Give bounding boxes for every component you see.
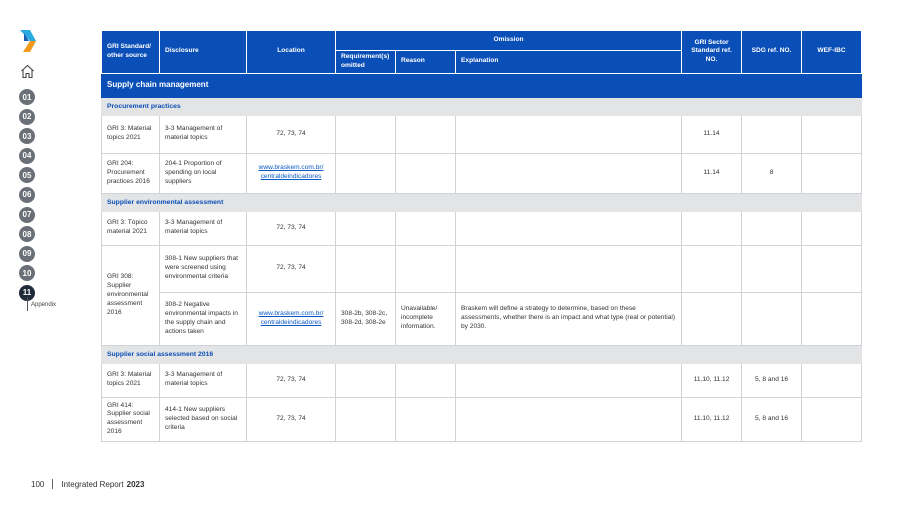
report-year: 2023	[126, 479, 145, 489]
location-cell: 72, 73, 74	[247, 115, 336, 153]
table-row	[102, 292, 862, 345]
table-row	[102, 397, 862, 441]
chapter-01-button[interactable]: 01	[19, 89, 35, 105]
chapter-07-button[interactable]: 07	[19, 207, 35, 223]
header-gri-sector: GRI Sector Standard ref. NO.	[682, 31, 742, 74]
gri-content-index-table	[101, 30, 862, 442]
chapter-05-button[interactable]: 05	[19, 167, 35, 183]
sector-cell: 11.10, 11.12	[682, 363, 742, 397]
header-reason: Reason	[396, 51, 456, 74]
chapter-09-button[interactable]: 09	[19, 246, 35, 262]
header-omission: Omission	[336, 31, 682, 51]
chapter-10-button[interactable]: 10	[19, 265, 35, 281]
header-location: Location	[247, 31, 336, 74]
standard-cell: GRI 308: Supplier environmental assessment 2016	[102, 245, 160, 345]
header-explanation: Explanation	[456, 51, 682, 74]
explanation-cell: Braskem will define a strategy to determine, based on these assessments, whether there is an impact and what type (real or potential) by 2030.	[456, 292, 682, 345]
table-row	[102, 211, 862, 245]
table-row	[102, 363, 862, 397]
home-icon[interactable]	[20, 64, 35, 79]
table-row	[102, 245, 862, 292]
standard-cell: GRI 204: Procurement practices 2016	[102, 153, 160, 193]
disclosure-cell: 3-3 Management of material topics	[160, 115, 247, 153]
location-cell: 72, 73, 74	[247, 397, 336, 441]
chapter-04-button[interactable]: 04	[19, 148, 35, 164]
indicators-link[interactable]: www.braskem.com.br/ centraldeindicadores	[258, 164, 324, 181]
requirements-cell: 308-2b, 308-2c, 308-2d, 308-2e	[336, 292, 396, 345]
chapter-02-button[interactable]: 02	[19, 109, 35, 125]
standard-cell: GRI 3: Material topics 2021	[102, 115, 160, 153]
group-title: Procurement practices	[102, 97, 862, 115]
chapter-11-button[interactable]: 11	[19, 285, 35, 301]
header-disclosure: Disclosure	[160, 31, 247, 74]
header-wef-ibc: WEF-IBC	[802, 31, 862, 74]
disclosure-cell: 204-1 Proportion of spending on local suppliers	[160, 153, 247, 193]
disclosure-cell: 3-3 Management of material topics	[160, 211, 247, 245]
location-cell: 72, 73, 74	[247, 245, 336, 292]
footer-divider	[52, 479, 53, 489]
disclosure-cell: 308-2 Negative environmental impacts in the supply chain and actions taken	[160, 292, 247, 345]
sector-cell: 11.10, 11.12	[682, 397, 742, 441]
report-title: Integrated Report	[61, 479, 124, 489]
chapter-03-button[interactable]: 03	[19, 128, 35, 144]
standard-cell: GRI 3: Tópico material 2021	[102, 211, 160, 245]
sector-cell: 11.14	[682, 153, 742, 193]
group-title: Supplier environmental assessment	[102, 193, 862, 211]
sdg-cell	[742, 115, 802, 153]
table-row	[102, 153, 862, 193]
chapter-08-button[interactable]: 08	[19, 226, 35, 242]
disclosure-cell: 3-3 Management of material topics	[160, 363, 247, 397]
chapter-nav	[19, 89, 35, 305]
section-title: Supply chain management	[102, 73, 862, 97]
sdg-cell: 5, 8 and 16	[742, 397, 802, 441]
sdg-cell: 8	[742, 153, 802, 193]
reason-cell: Unavailable/ incomplete information.	[396, 292, 456, 345]
braskem-logo	[20, 30, 36, 52]
appendix-label[interactable]: Appendix	[31, 302, 57, 308]
standard-cell: GRI 3: Material topics 2021	[102, 363, 160, 397]
appendix-divider	[27, 297, 28, 311]
table-row	[102, 115, 862, 153]
sector-cell: 11.14	[682, 115, 742, 153]
disclosure-cell: 414-1 New suppliers selected based on social criteria	[160, 397, 247, 441]
sdg-cell: 5, 8 and 16	[742, 363, 802, 397]
header-sdg: SDG ref. NO.	[742, 31, 802, 74]
chapter-06-button[interactable]: 06	[19, 187, 35, 203]
group-title: Supplier social assessment 2016	[102, 345, 862, 363]
location-cell: 72, 73, 74	[247, 211, 336, 245]
header-requirements: Requirement(s) omitted	[336, 51, 396, 74]
standard-cell: GRI 414: Supplier social assessment 2016	[102, 397, 160, 441]
disclosure-cell: 308-1 New suppliers that were screened using environmental criteria	[160, 245, 247, 292]
header-gri-standard: GRI Standard/ other source	[102, 31, 160, 74]
page-number: 100	[31, 479, 45, 489]
indicators-link[interactable]: www.braskem.com.br/ centraldeindicadores	[258, 309, 324, 326]
page-footer	[31, 479, 144, 489]
location-cell: 72, 73, 74	[247, 363, 336, 397]
